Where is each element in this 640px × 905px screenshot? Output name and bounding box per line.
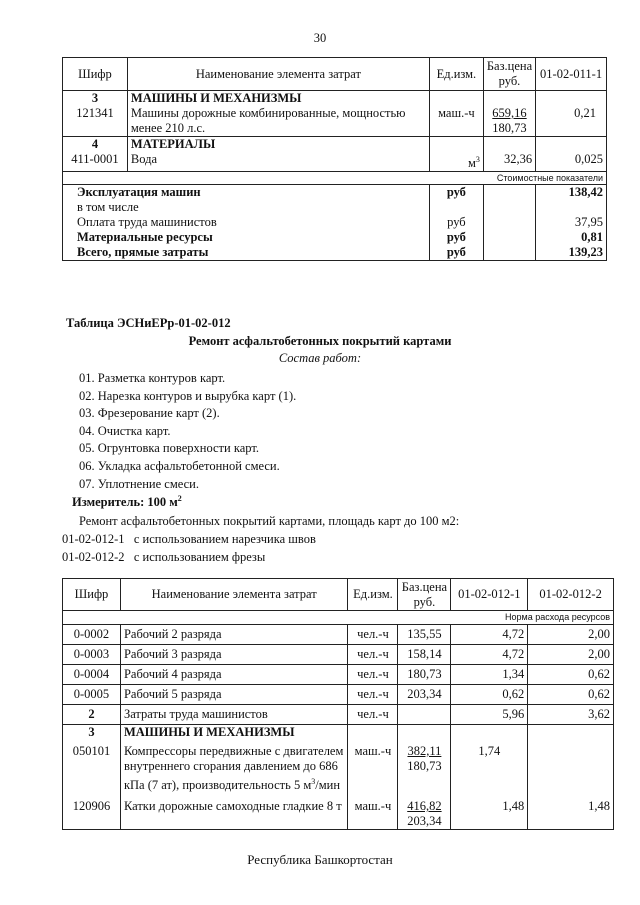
table-header-row [63,58,607,91]
list-item: 04. Очистка карт. [79,423,171,438]
cost-indicators-caption: Стоимостные показатели [63,172,607,185]
row-code: 0-0004 [63,665,121,685]
table-id: Таблица ЭСНиЕРр-01-02-012 [66,316,231,330]
description: Ремонт асфальтобетонных покрытий картами, площадь карт до 100 м2: [79,514,460,528]
row-unit: чел.-ч [348,705,398,725]
header-price: Баз.цена руб. [483,58,535,91]
summary-value: 37,95 [536,215,607,230]
row-unit: чел.-ч [348,645,398,665]
norm-caption-row [63,611,614,625]
row-price: 135,55 [398,625,451,645]
group-number: 4 [63,137,128,153]
summary-row [63,185,607,201]
row-unit: чел.-ч [348,625,398,645]
group-row-materials [63,137,607,153]
group-number: 3 [63,91,128,107]
row-price: 180,73 [398,665,451,685]
meter: Измеритель: 100 $м^2$ [72,494,182,510]
list-item: 06. Укладка асфальтобетонной смеси. [79,458,280,473]
summary-name: Эксплуатация машин [63,185,430,201]
list-item: 03. Фрезерование карт (2). [79,406,220,421]
table-row [63,685,614,705]
summary-value: 139,23 [536,245,607,261]
cost-indicators-row [63,172,607,185]
row-price-secondary: 180,73 [407,759,442,773]
summary-name: в том числе [63,200,430,215]
table-row [63,740,614,793]
row-price-secondary: 180,73 [492,121,527,135]
header-unit: Ед.изм. [348,579,398,611]
summary-row-total [63,245,607,261]
row-unit: чел.-ч [348,685,398,705]
row-value-2: 0,62 [528,685,614,705]
row-name: Рабочий 3 разряда [120,645,348,665]
row-unit: маш.-ч [348,793,398,830]
row-value-2: 1,48 [528,793,614,830]
norm-caption: Норма расхода ресурсов [63,611,614,625]
summary-unit: руб [429,245,483,261]
header-norm-1: 01-02-012-1 [451,579,528,611]
table-row [63,106,607,137]
row-code: 0-0003 [63,645,121,665]
header-norm: 01-02-011-1 [536,58,607,91]
summary-unit: руб [429,230,483,245]
footer: Республика Башкортостан [247,852,393,867]
summary-name: Оплата труда машинистов [63,215,430,230]
summary-unit: руб [429,215,483,230]
header-unit: Ед.изм. [429,58,483,91]
row-name: Рабочий 2 разряда [120,625,348,645]
row-value-1: 5,96 [451,705,528,725]
row-code: 0-0005 [63,685,121,705]
row-code: 050101 [63,740,121,793]
summary-row [63,215,607,230]
header-name: Наименование элемента затрат [127,58,429,91]
header-norm-2: 01-02-012-2 [528,579,614,611]
row-unit: чел.-ч [348,665,398,685]
group-title: МАШИНЫ И МЕХАНИЗМЫ [120,725,348,741]
row-name: Катки дорожные самоходные гладкие 8 т [120,793,348,830]
group-row-labor [63,705,614,725]
row-value-1: 1,74 [451,740,528,793]
summary-row [63,230,607,245]
row-unit: маш.-ч [429,106,483,137]
group-number: 2 [63,705,121,725]
section-title: Ремонт асфальтобетонных покрытий картами [188,334,452,348]
row-value-1: 1,48 [451,793,528,830]
row-value-1: 0,62 [451,685,528,705]
list-item: 05. Огрунтовка поверхности карт. [79,441,259,456]
header-name: Наименование элемента затрат [120,579,348,611]
row-price: 203,34 [398,685,451,705]
row-name: Рабочий 4 разряда [120,665,348,685]
row-code: 0-0002 [63,625,121,645]
row-name: Затраты труда машинистов [120,705,348,725]
row-name: Компрессоры передвижные с двигателем внутреннего сгорания давлением до 686 кПа (7 ат), производительность 5 $м^3$/мин [120,740,348,793]
group-title: МАШИНЫ И МЕХАНИЗМЫ [127,91,429,107]
row-norm: 0,025 [536,152,607,172]
row-value-1: 1,34 [451,665,528,685]
table-row [63,625,614,645]
row-code: 121341 [63,106,128,137]
row-price: 158,14 [398,645,451,665]
row-unit: $м^3$ [429,152,483,172]
table-row [63,665,614,685]
table-row [63,645,614,665]
variant-item: 01-02-012-2 с использованием фрезы [62,550,266,564]
table-row [63,152,607,172]
group-row-machines [63,91,607,107]
row-value-2: 2,00 [528,625,614,645]
table-row [63,793,614,830]
summary-value: 0,81 [536,230,607,245]
row-name: Рабочий 5 разряда [120,685,348,705]
row-norm: 0,21 [536,106,607,137]
resource-table-2 [62,578,614,830]
resource-table-1 [62,57,607,261]
row-value-1: 4,72 [451,645,528,665]
work-heading: Состав работ: [278,351,362,365]
row-price: 416,82 [407,799,442,814]
summary-name: Всего, прямые затраты [63,245,430,261]
list-item: 07. Уплотнение смеси. [79,476,199,491]
row-value-2: 0,62 [528,665,614,685]
variant-item: 01-02-012-1 с использованием нарезчика швов [62,532,316,546]
row-name: Машины дорожные комбинированные, мощностью менее 210 л.с. [127,106,429,137]
row-value-2: 3,62 [528,705,614,725]
row-unit: маш.-ч [348,740,398,793]
header-code: Шифр [63,579,121,611]
row-name: Вода [127,152,429,172]
header-price: Баз.цена руб. [398,579,451,611]
page-number: 30 [313,31,327,45]
row-value-2: 2,00 [528,645,614,665]
header-code: Шифр [63,58,128,91]
row-code: 411-0001 [63,152,128,172]
group-title: МАТЕРИАЛЫ [127,137,429,153]
work-list [79,370,296,493]
row-price: 32,36 [483,152,535,172]
list-item: 02. Нарезка контуров и вырубка карт (1). [79,388,297,403]
row-code: 120906 [63,793,121,830]
list-item: 01. Разметка контуров карт. [79,371,226,385]
group-number: 3 [63,725,121,741]
group-row-machines [63,725,614,741]
row-price: 382,11 [407,744,442,758]
table-header-row [63,579,614,611]
summary-value: 138,42 [536,185,607,201]
row-value-1: 4,72 [451,625,528,645]
summary-name: Материальные ресурсы [63,230,430,245]
summary-row [63,200,607,215]
summary-unit: руб [429,185,483,201]
row-price-secondary: 203,34 [407,814,442,829]
row-price: 659,16 [492,106,527,120]
